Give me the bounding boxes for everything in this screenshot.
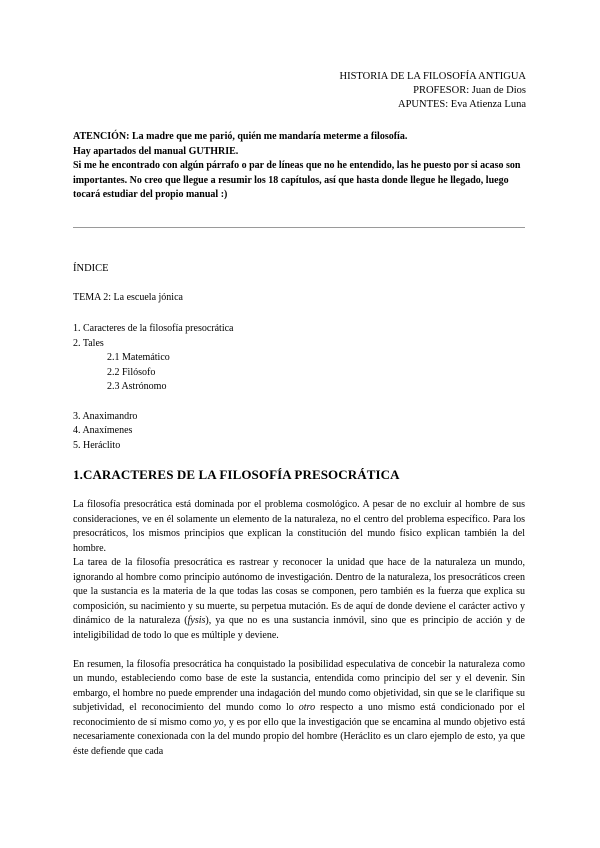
paragraph-2-text: La tarea de la filosofía presocrática es rastrear y reconocer la unidad que hace de la naturaleza un mundo, ignorando al hombre como principio autónomo de investigación. Dentro de la naturaleza, los presocráticos creen que la sustancia es la materia de la que todas las cosas se componen, pero también es la fuerza que explica su composición, su nacimiento y su muerte, su perpetua mutación. Es de aquí de donde deviene el carácter activo y dinámico de la naturaleza ( xyxy=(73,557,525,626)
section-title: 1.CARACTERES DE LA FILOSOFÍA PRESOCRÁTICA xyxy=(73,467,400,482)
toc-item: 1. Caracteres de la filosofía presocrática xyxy=(73,323,234,334)
professor-line: PROFESOR: Juan de Dios xyxy=(413,85,526,96)
paragraph-2-text-end: ), ya que no es una sustancia inmóvil, sino que es principio de acción y de inteligibilidad de todo lo que es múltiple y deviene. xyxy=(73,615,525,641)
paragraph-3 xyxy=(73,658,525,760)
toc-subitem: 2.1 Matemático xyxy=(107,352,170,364)
paragraph-2 xyxy=(73,556,525,643)
attention-line-3: Si me he encontrado con algún párrafo o par de líneas que no he entendido, las he puesto por si acaso son importantes. No creo que llegue a resumir los 18 capítulos, así que hasta donde llegue he llegado, luego tocará estudiar del propio manual :) xyxy=(73,160,521,200)
table-of-contents xyxy=(73,322,233,453)
toc-subitem: 2.3 Astrónomo xyxy=(107,381,167,393)
toc-item: 3. Anaximandro xyxy=(73,410,138,422)
toc-subitem: 2.2 Filósofo xyxy=(107,366,156,378)
paragraph-1: La filosofía presocrática está dominada por el problema cosmológico. A pesar de no excluir al hombre de sus consideraciones, ve en él solamente un elemento de la naturaleza, no el centro del problema específico. Para los presocráticos, los mismos principios que explican la constitución del mundo físico explican también la del hombre. xyxy=(73,499,525,554)
yo-term: yo xyxy=(214,716,224,728)
toc-item: 2. Tales xyxy=(73,337,104,349)
course-title: HISTORIA DE LA FILOSOFÍA ANTIGUA xyxy=(339,71,526,82)
tema-heading: TEMA 2: La escuela jónica xyxy=(73,292,183,303)
paragraph-3-text: En resumen, la filosofía presocrática ha conquistado la posibilidad especulativa de concebir la naturaleza como un mundo, estableciendo como base de este la sustancia, entendida como principio del ser y el devenir. Sin embargo, el hombre no puede emprender una indagación del mundo como objetividad, sin que se le clarifique su subjetividad, el reconocimiento del mundo como lo xyxy=(73,658,525,713)
paragraph-3-text-end: , y es por ello que la investigación que se encamina al mundo objetivo está necesariamente conexionada con la del mundo propio del hombre (Heráclito es un claro ejemplo de esto, ya que éste defiende que cada xyxy=(73,716,526,757)
attention-line-1: ATENCIÓN: La madre que me parió, quién me mandaría meterme a filosofía. xyxy=(73,131,408,142)
toc-item: 4. Anaxímenes xyxy=(73,425,133,437)
index-heading: ÍNDICE xyxy=(73,263,109,274)
paragraph-3-text-mid: respecto a uno mismo está condicionado por el reconocimiento de sí mismo como xyxy=(73,702,525,728)
attention-line-2: Hay apartados del manual GUTHRIE. xyxy=(73,145,239,157)
attention-note xyxy=(73,130,530,203)
document-header xyxy=(340,70,526,112)
author-line: APUNTES: Eva Atienza Luna xyxy=(397,99,526,110)
otro-term: otro xyxy=(298,702,316,713)
toc-spacer xyxy=(73,395,233,410)
toc-item: 5. Heráclito xyxy=(73,439,121,451)
section-body xyxy=(73,498,525,759)
fysis-term: fysis xyxy=(187,615,206,626)
horizontal-divider xyxy=(73,227,525,228)
